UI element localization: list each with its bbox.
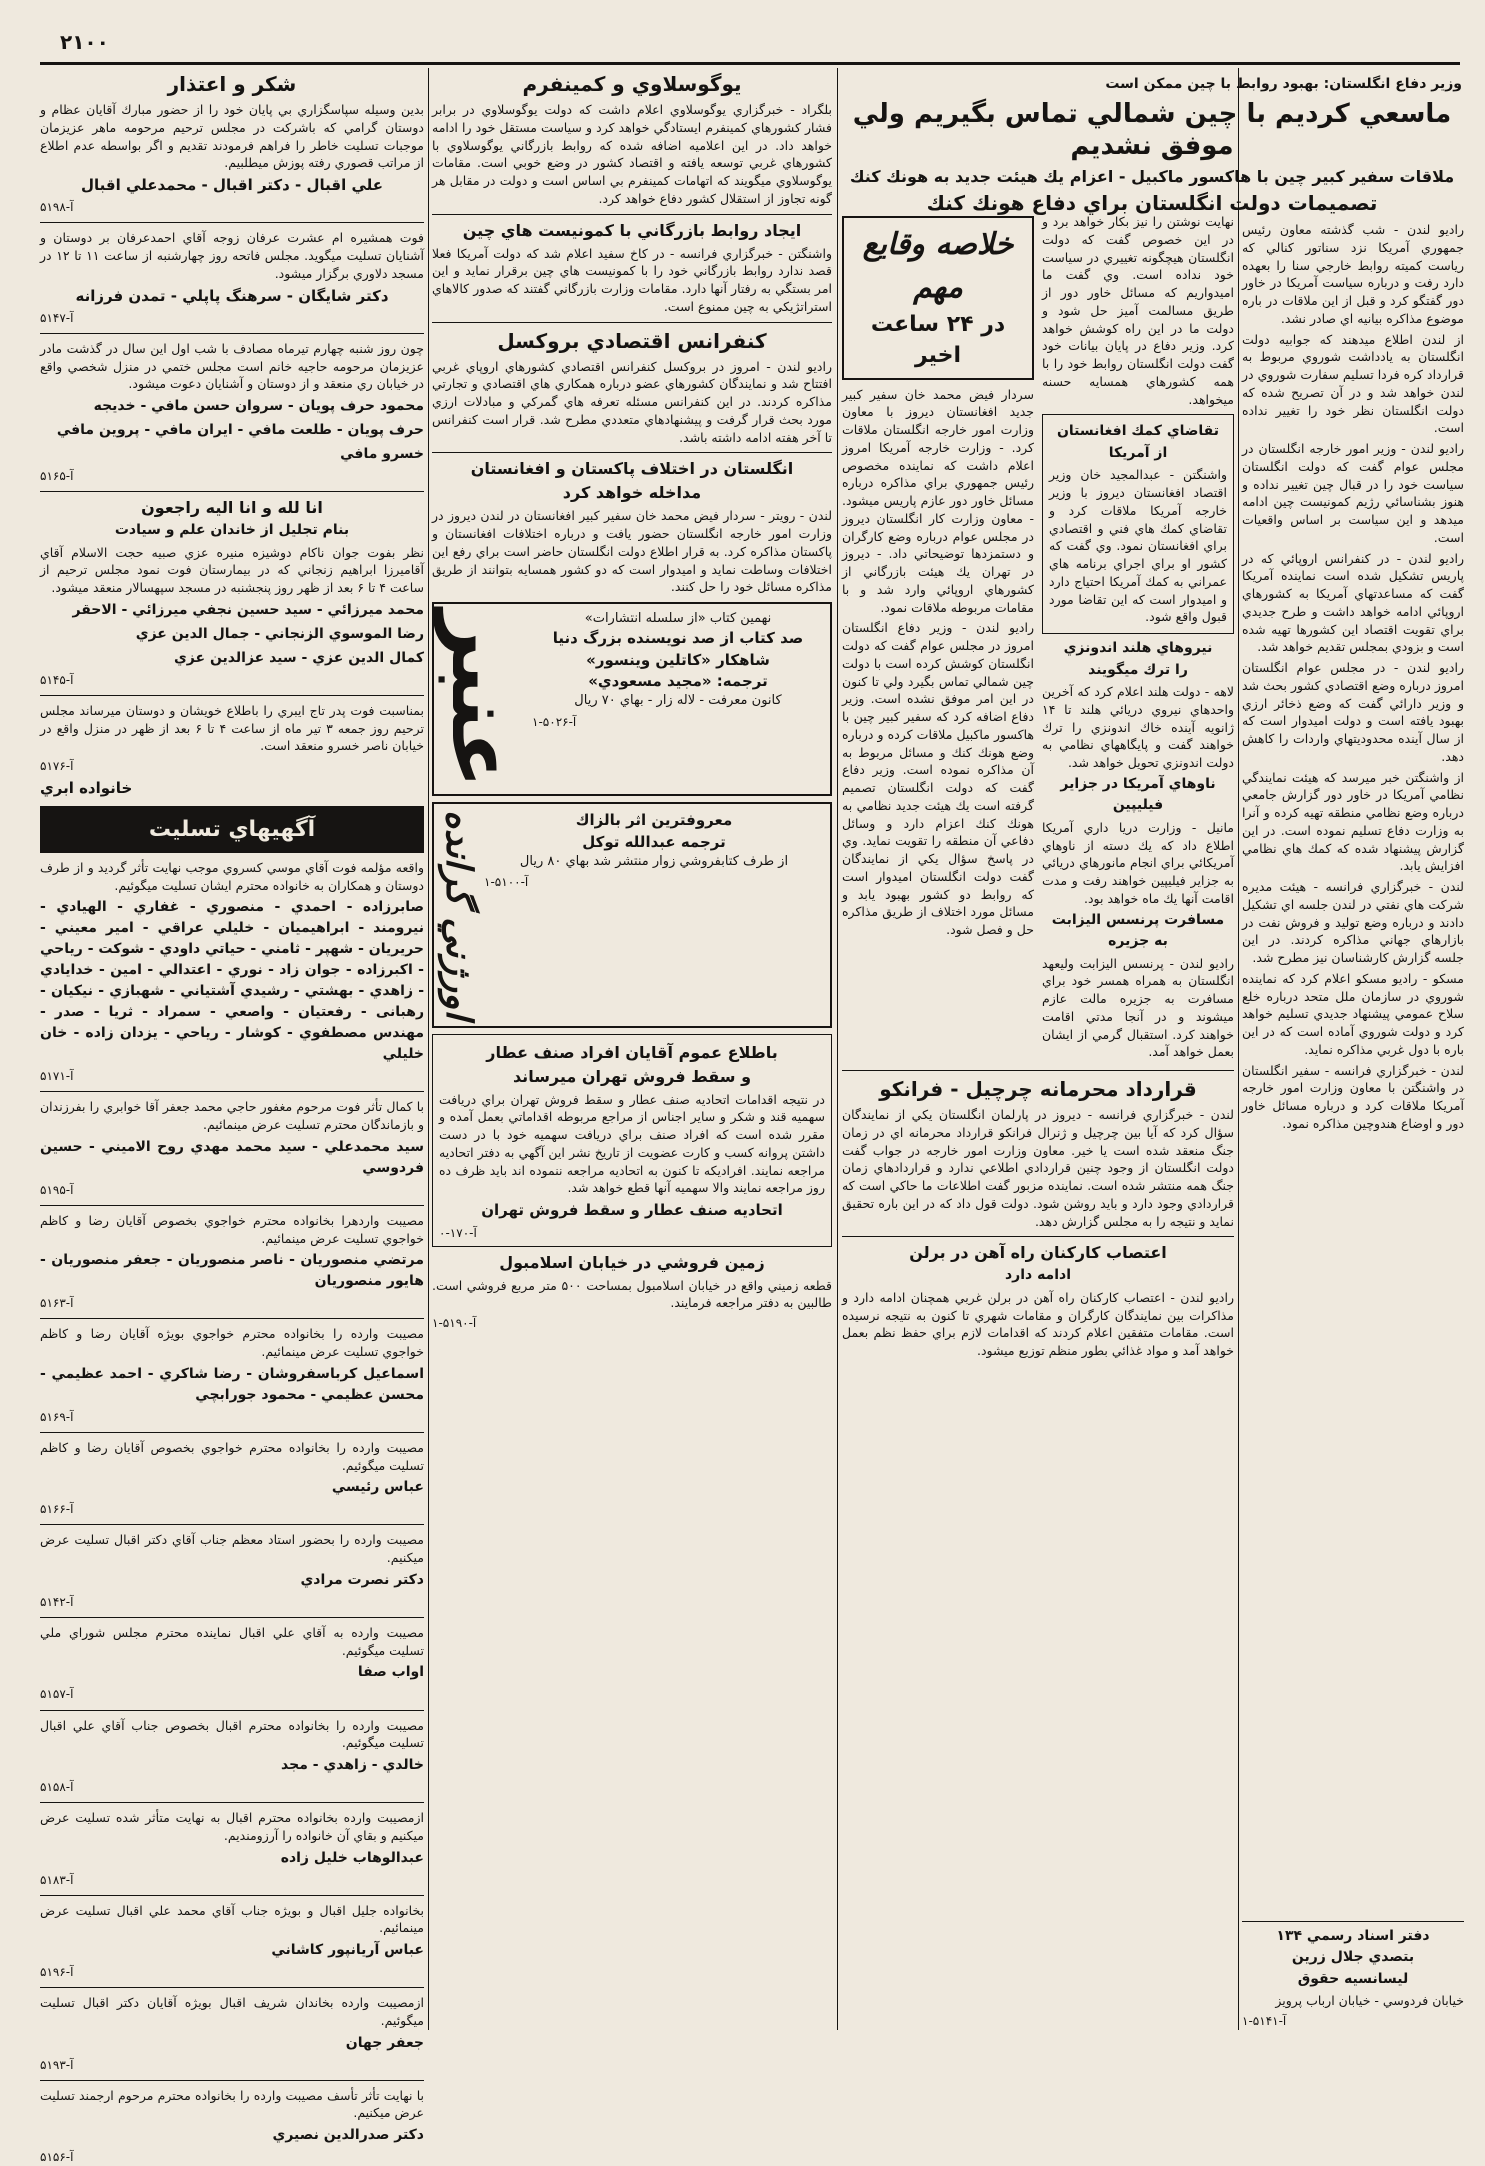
lead-story-header [842, 72, 1462, 220]
news-lead: راديو لندن - شب گذشته معاون رئيس جمهوري آمريكا نزد سناتور كنالي كه رياست كميته روابط خارجي سنا را بعهده دارد رفت و درباره سياست آمريكا در خاور دور گفتگو كرد و قبل از اين ملاقات در باره موضوع مذاكره بيانيه اي صادر نشد. [1242, 222, 1464, 326]
article-title: مسافرت پرنسس اليزابت [1051, 911, 1225, 928]
ad-names: دكتر صدرالدين نصيري [272, 2127, 424, 2144]
column-divider [1238, 68, 1239, 2030]
article-body: بلگراد - خبرگزاري يوگوسلاوي اعلام داشت كه دولت يوگوسلاوي در برابر فشار كشورهاي كمينفرم ايستادگي خواهد كرد و سياست مستقل خود را ادامه خواهد داد. در اين اعلاميه اضافه شده كه روابط بازرگاني يوگوسلاوي با كشورهاي غربي توسعه يافته و اقتصاد كشور در وضع خوبي است. مقامات يوگوسلاوي ميگويند كه اتهامات كمينفرم بي اساس است و دولت در مقابل هر گونه تجاوز از استقلال كشور دفاع خواهد كرد. [432, 102, 832, 206]
ad-code: آ-۵۱۹۰-۱ [432, 1316, 477, 1331]
ad-names: حرف پويان - طلعت مافي - ايران مافي - پروين مافي [56, 422, 424, 439]
article-title: انگلستان در اختلاف پاكستان و افغانستان [470, 459, 794, 479]
article-body: واشنگتن - عبدالمجيد خان وزير اقتصاد افغانستان ديروز با وزير خارجه آمريكا ملاقات كرد و تقاضاي كمك هاي فني و اقتصادي براي افغانستان نمود. وي گفت كه كشور او براي اجراي برنامه هاي عمراني به كمك آمريكا احتياج دارد و اميدوار است كه اين تقاضا مورد قبول واقع شود. [1049, 467, 1227, 625]
ad-names: خسرو مافي [340, 446, 424, 463]
ad-code: آ-۵۱۹۳ [40, 2057, 74, 2072]
ad-code: آ-۵۰۲۶-۱ [532, 714, 577, 729]
ad-text: ازمصيبت وارده بخاندان شريف اقبال بويژه آقايان دكتر اقبال تسليت ميگوئيم. [40, 1995, 424, 2028]
book-ad-amber [432, 602, 832, 796]
ad-text: بمناسبت فوت پدر تاج ايبري را باطلاع خويشان و دوستان ميرساند مجلس ترحيم روز جمعه ۳ تير ماه از ساعت ۴ تا ۶ بعد از ظهر در منزل واقع در خيابان ناصر خسرو منعقد است. [40, 702, 424, 754]
news-item: راديو لندن - وزير امور خارجه انگلستان در مجلس عوام گفت كه دولت انگلستان سياست خود را در قبال چين تغيير نداده و هنوز بشناسائي رژيم كمونيست چين ادامه ميدهد و اين سياست بر اساس واقعيات است. [1242, 441, 1464, 545]
article-body: لندن - رويتر - سردار فيض محمد خان سفير كبير افغانستان در لندن ديروز در وزارت امور خارجه انگلستان حضور يافت و درباره اختلافات افغانستان و پاكستان مذاكره كرد. به قرار اطلاع دولت انگلستان حاضر است براي رفع اين اختلافات وساطت نمايد و اميدوار است كه دو كشور همسايه بتوانند از طريق مذاكره مسائل خود را حل كنند. [432, 508, 832, 595]
article-sub: از آمريكا [1108, 444, 1168, 461]
ad-names: مرتضي منصوريان - ناصر منصوريان - جعفر منصوريان - هايور منصوريان [40, 1252, 424, 1290]
article-title: ناوهاي آمريكا در جزاير [1060, 775, 1216, 792]
summary-sub: در ۲۴ ساعت اخير [870, 312, 1006, 369]
ad-names: صابرزاده - احمدي - منصوري - غفاري - الهيادي - نيرومند - ابراهيميان - خليلي عراقي - امير معيني - حريريان - شهپر - ثامني - حياتي داودي - شوكت - رياحي - اكبرزاده - جوان زاد - نوري - اعتدالي - امين - خدايادي - زاهدي - بهشتي - رشيدي آشتياني - شهبازي - نيكيان - رهبانی - رفعتيان - واصعي - سمراد - ثريا - صدر - مهندس مصطفوي - كوشار - رياحي - يزدان زاده - خان خليلي [40, 899, 424, 1063]
news-item: راديو لندن - در مجلس عوام انگلستان امروز درباره وضع اقتصادي كشور بحث شد و وزير دارائي گفت كه وضع ذخائر ارزي بهبود يافته است و دولت اميدوار است كه از سال آينده محدوديتهاي واردات را كاهش دهد. [1242, 660, 1464, 764]
ad-code: آ-۵۱۴۵ [40, 672, 74, 687]
ad-names: رضا الموسوي الزنجاني - جمال الدين عزي [135, 625, 424, 642]
ad-sign: دكتر شايگان - سرهنگ پاپلي - تمدن فرزانه [75, 286, 389, 305]
article-body: واشنگتن - خبرگزاري فرانسه - در كاخ سفيد اعلام شد كه دولت آمريكا فعلا قصد ندارد روابط بازرگاني خود را با كمونيست هاي چين برقرار نمايد و اين امر بستگي به رفتار آنها دارد. مقامات وزارت بازرگاني گفتند كه صدور كالاهاي استراتژيكي به چين ممنوع است. [432, 245, 832, 314]
article-title: يوگوسلاوي و كمينفرم [522, 72, 742, 96]
ad-code: آ-۵۱۹۶ [40, 1965, 74, 1980]
notary-sub: بتصدي جلال زرين [1291, 1949, 1415, 1966]
article-title: ايجاد روابط بازرگاني با كمونيست هاي چين [462, 220, 802, 240]
news-item: راديو لندن - در كنفرانس اروپائي كه در پاريس تشكيل شده است نماينده آمريكا گفت كه مساعدتهاي آمريكا به كشورهاي اروپائي ادامه خواهد داشت و طرح جديدي براي تقويت اقتصاد اين كشورها تهيه شده است و بزودي بمجلس تقديم خواهد شد. [1242, 550, 1464, 655]
ad-text: با كمال تأثر فوت مرحوم مغفور حاجي محمد جعفر آقا خوابري را بفرزندان و بازماندگان محترم تسليت عرض مينمائيم. [40, 1099, 424, 1133]
ad-text: فوت همشيره ام عشرت عرفان زوجه آقاي احمدعرفان بر دوستان و آشنايان تسليت ميگويد. مجلس فاتحه روز چهارشنبه از ساعت ۱۱ تا ۱۲ در مسجد دلاوري برگزار ميشود. [40, 230, 424, 281]
ad-names: خالدي - زاهدي - مجد [281, 1757, 424, 1773]
ad-text: چون روز شنبه چهارم تيرماه مصادف با شب اول اين سال در گذشت مادر عزيزمان مرحومه حاجيه خانم است مجلس ختمي در منزل شخصي واقع در خيابان ري منعقد و از دوستان و آشنايان دعوت ميشود. [40, 340, 424, 392]
kicker: وزير دفاع انگلستان: بهبود روابط با چين ممكن است [1105, 76, 1462, 92]
ad-title: شكر و اعتذار [167, 72, 297, 96]
column-1 [1242, 68, 1464, 2030]
book-ad-eugenie [432, 802, 832, 1028]
book-line: معروفترين اثر بالزاك [575, 811, 733, 830]
article-sub: ادامه دارد [1004, 1267, 1072, 1284]
article-body: راديو لندن - امروز در بروكسل كنفرانس اقتصادي كشورهاي اروپاي غربي افتتاح شد و نمايندگان كشورهاي عضو درباره همكاري هاي اقتصادي و تجارتي مذاكره كردند. در اين كنفرانس مسئله تعرفه هاي گمركي و مبادلات ارزي مورد بحث قرار گرفت و پيشنهادهاي متعددي مطرح شد. قرار است كنفرانس تا آخر هفته ادامه داشته باشد. [432, 358, 832, 445]
ad-names: عبدالوهاب خليل زاده [280, 1849, 424, 1866]
ad-code: آ-۵۱۴۲ [40, 1594, 74, 1609]
notary-title: دفتر اسناد رسمي ۱۳۴ [1276, 1927, 1430, 1944]
ad-names: كمال الدين عزي - سيد عزالدين عزي [173, 649, 424, 666]
sub-headline: تصميمات دولت انگلستان براي دفاع هونك كنك [926, 190, 1378, 215]
column-divider [837, 68, 838, 2030]
column-divider [428, 68, 429, 2030]
ad-code: آ-۵۱۴۱-۱ [1242, 2013, 1287, 2028]
ad-names: عباس آريانپور كاشاني [271, 1942, 424, 1959]
article-body: لندن - خبرگزاري فرانسه - ديروز در پارلمان انگلستان يكي از نمايندگان سؤال كرد كه آيا بين چرچيل و ژنرال فرانكو قرارداد محرمانه اي در زمان جنگ منعقد شده است يا خير. معاون وزارت امور خارجه در جواب گفت دولت انگلستان از وجود چنين قراردادي اطلاعي ندارد و قراردادهاي زمان جنگ همه منتشر شده است. نماينده مزبور گفت اطلاعات ما حاكي است كه قراردادي وجود دارد و بايد روشن شود. دولت قول داد كه در اين باره تحقيق نمايد و نتيجه را به مجلس گزارش دهد. [842, 1107, 1234, 1229]
article-sub: را ترك ميگويند [1088, 661, 1188, 678]
ad-text: مصيبت وارده را بخانواده محترم خواجوي بويژه آقايان رضا و كاظم خواجوي تسليت عرض مينمائيم. [40, 1326, 424, 1360]
ad-code: آ-۵۱۵۸ [40, 1780, 74, 1794]
sub-headline: ملاقات سفير كبير چين با هاكسور ماكبيل - اعزام يك هيئت جديد به هونك كنك [849, 166, 1455, 186]
article-title: كنفرانس اقتصادي بروكسل [497, 328, 767, 353]
ad-code: آ-۵۱۶۹ [40, 1409, 74, 1424]
column-3 [432, 68, 832, 2030]
article-body: راديو لندن - پرنسس اليزابت وليعهد انگلستان به همراه همسر خود براي مسافرت به جزيره مالت عازم ميشوند و در آنجا مدتي اقامت خواهند كرد. استقبال گرمي از ايشان بعمل خواهد آمد. [1042, 955, 1234, 1060]
ad-sign: علي اقبال - دكتر اقبال - محمدعلي اقبال [81, 176, 383, 194]
book-line: كانون معرفت - لاله زار - بهاي ۷۰ ريال [574, 693, 782, 709]
book-line: نهمين كتاب «از سلسله انتشارات» [584, 611, 772, 626]
ad-text: مصيبت وارده را بخانواده محترم خواجوي بخصوص آقايان رضا و كاظم تسليت ميگوئيم. [40, 1439, 424, 1473]
summary-text: سردار فيض محمد خان سفير كبير جديد افغانستان ديروز با معاون وزارت امور خارجه انگلستان ملاقات كرد. - وزارت خارجه آمريكا امروز اعلام داشت كه نماينده مخصوص رئيس جمهوري براي مذاكره درباره مسائل خاور دور عازم پاريس ميشود. - معاون وزارت كار انگلستان ديروز در مجلس عوام درباره وضع كارگران و دستمزدها توضيحاتي داد. - ديروز در تهران يك هيئت بازرگاني از كشورهاي اروپائي وارد شد و با مقامات مربوطه ملاقات نمود. [842, 386, 1034, 615]
ad-title: انا لله و انا اليه راجعون [141, 498, 323, 518]
ad-code: آ-۵۱۰۰-۱ [484, 875, 529, 890]
ad-text: مصيبت وارده را بخانواده محترم اقبال بخصوص جناب آقاي علي اقبال تسليت ميگوئيم. [40, 1717, 424, 1751]
ad-code: آ-۵۱۷۱ [40, 1069, 74, 1084]
book-line: ترجمه عبدالله توكل [582, 832, 726, 851]
ad-sub: بنام تجليل از خاندان علم و سيادت [114, 522, 350, 539]
book-line: صد كتاب از صد نويسنده بزرگ دنيا [552, 629, 804, 648]
ad-text: بخانواده جليل اقبال و بويژه جناب آقاي محمد علي اقبال تسليت عرض مينمائيم. [40, 1902, 424, 1936]
ad-code: آ-۵۱۵۷ [40, 1687, 74, 1702]
ad-code: آ-۵۱۶۶ [40, 1502, 74, 1517]
book-title-eugenie: اورژني گرانده [438, 810, 479, 1020]
article-body: لاهه - دولت هلند اعلام كرد كه آخرين واحدهاي نيروي دريائي هلند تا ۱۴ ژانويه آينده خاك اندونزي را ترك خواهند گفت و پايگاههاي نظامي به دولت اندونزي تحويل خواهد شد. [1042, 684, 1234, 770]
book-line: ترجمه: «مجيد مسعودي» [588, 672, 768, 691]
article-body: راديو لندن - اعتصاب كاركنان راه آهن در برلن غربي همچنان ادامه دارد و مذاكرات بين نمايندگان كارگران و مقامات شهري تا كنون به نتيجه نرسيده است. مقامات متفقين اعلام كردند كه اقدامات لازم براي حفظ نظم بعمل خواهد آمد و مواد غذائي بطور منظم توزيع ميشود. [842, 1289, 1234, 1358]
column-4 [40, 68, 424, 2165]
article-box [1042, 414, 1234, 634]
notice-title: و سقط فروش تهران ميرساند [512, 1066, 752, 1086]
article-title: تقاضاي كمك افغانستان [1056, 423, 1220, 440]
notary-address: خيابان فردوسي - خيابان ارباب پرويز [1275, 1993, 1464, 2009]
ad-text: واقعه مؤلمه فوت آقاي موسي كسروي موجب نهايت تأثر گرديد و از طرف دوستان و همكاران به خانواده محترم ايشان تسليت ميگوئيم. [40, 859, 424, 893]
ad-text: مصيبت وارده را بحضور استاد معظم جناب آقاي دكتر اقبال تسليت عرض ميكنيم. [40, 1532, 424, 1566]
ad-names: اواب صفا [357, 1664, 424, 1681]
ad-code: آ-۱۷۰-۰ [439, 1225, 477, 1240]
ad-names: محمود حرف پويان - سروان حسن مافي - خديجه [93, 398, 424, 415]
ad-code: آ-۵۱۹۸ [40, 200, 74, 215]
ad-code: آ-۵۱۵۶ [40, 2150, 74, 2165]
ad-code: آ-۵۱۷۶ [40, 759, 74, 774]
ad-text: مصيبت وارده به آقاي علي اقبال نماينده محترم مجلس شوراي ملي تسليت ميگوئيم. [40, 1624, 424, 1658]
book-title-amber: عنبر [433, 610, 531, 789]
news-item: مسكو - راديو مسكو اعلام كرد كه نماينده شوروي در سازمان ملل متحد درباره خلع سلاح عمومي پيشنهاد جديدي تسليم خواهد كرد و دولت شوروي آماده است كه در اين باره با دول غربي مذاكره نمايد. [1242, 970, 1464, 1057]
article-title: اعتصاب كاركنان راه آهن در برلن [909, 1243, 1167, 1263]
article-body: راديو لندن - وزير دفاع انگلستان امروز در مجلس عوام گفت كه دولت انگلستان كوشش كرده است با دولت چين شمالي تماس بگيرد ولي تا كنون در اين امر موفق نشده است. وزير دفاع اضافه كرد كه سفير كبير چين با هاكسور ماكبيل ملاقات كرده و درباره وضع هونك كنك و مسائل مربوط به آن مذاكره نموده است. وزير دفاع گفت كه دولت انگلستان تصميم گرفته است يك هيئت جديد نظامي به هونك كنك اعزام دارد و وسائل دفاعي آن منطقه را تقويت نمايد. وي در پاسخ سؤال يكي از نمايندگان گفت دولت انگلستان اميدوار است كه روابط دو كشور بهبود يابد و مسائل مورد اختلاف از طريق مذاكره حل و فصل شود. [842, 620, 1034, 938]
news-item: لندن - خبرگزاري فرانسه - هيئت مديره شركت هاي نفتي در لندن جلسه اي تشكيل دادند و درباره وضع توليد و فروش نفت در بازارهاي جهاني مذاكره كردند. در اين جلسه گزارش كارشناسان نيز مطرح شد. [1242, 879, 1464, 965]
condolence-banner: آگهيهاي تسليت [40, 806, 424, 853]
page-number: ۲۱۰۰ [60, 30, 109, 54]
article-sub: فيليپين [1112, 797, 1164, 814]
article-sub: مداخله خواهد كرد [562, 483, 702, 503]
ad-code: آ-۵۱۴۷ [40, 310, 74, 325]
land-text: قطعه زميني واقع در خيابان اسلامبول بمساحت ۵۰۰ متر مربع فروشي است. طالبين به دفتر مراجعه فرمايند. [432, 1277, 832, 1311]
article-body: مانيل - وزارت دريا داري آمريكا اطلاع داد كه يك دسته از ناوهاي آمريكائي براي انجام مانورهاي دريائي به جزاير فيليپين خواهند رفت و مدت اقامت آنها يك ماه خواهد بود. [1042, 819, 1234, 906]
ad-names: دكتر نصرت مرادي [300, 1571, 424, 1588]
ad-code: آ-۵۱۹۵ [40, 1182, 74, 1197]
ad-names: محمد ميرزائي - سيد حسين نجفي ميرزائي - الاحقر [72, 601, 424, 618]
notice-sign: اتحاديه صنف عطار و سقط فروش تهران [481, 1201, 783, 1220]
news-item: از لندن اطلاع ميدهند كه جوابيه دولت انگلستان به يادداشت شوروي مربوط به قرارداد كره فردا تسليم سفارت شوروي در لندن خواهد شد و در آن تصريح شده كه دولت انگلستان نظر خود را تغيير نداده است. [1242, 331, 1464, 436]
ad-text: بدين وسيله سپاسگزاري بي پايان خود را از حضور مبارك آقايان عظام و دوستان گرامي كه باشركت در مجلس ترحيم مرحومه ماهر عزيزمان موجبات تسليت خاطر را فراهم فرمودند تقديم و اگر بواسطه عدم اطلاع از مراتب قصوري رفته پوزش ميطلبيم. [40, 102, 424, 171]
ad-code: آ-۵۱۶۵ [40, 469, 74, 484]
article-title: نيروهاي هلند اندونزي [1063, 640, 1213, 656]
summary-title: خلاصه وقايع مهم [862, 227, 1014, 305]
ad-text: نظر بفوت جوان ناكام دوشيزه منيره عزي صبيه حجت الاسلام آقاي آقاميرزا ابراهيم زنجاني كه در بيمارستان فوت نمود مجلس ترحيم از ساعت ۴ تا ۶ بعد از ظهر روز پنجشنبه در مسجد سپهسالار منعقد ميشود. [40, 544, 424, 596]
news-item: از واشنگتن خبر ميرسد كه هيئت نمايندگي نظامي آمريكا در خاور دور گزارش جامعي درباره وضع نظامي منطقه تهيه كرده و آنرا به وزارت دفاع تسليم نموده است. در اين گزارش پيشنهاد شده كه كمك هاي نظامي افزايش يابد. [1242, 769, 1464, 874]
news-item: لندن - خبرگزاري فرانسه - سفير انگلستان در واشنگتن با معاون وزارت امور خارجه آمريكا ملاقات كرد و درباره مسائل خاور دور و اوضاع هندوچين مذاكره نمود. [1242, 1062, 1464, 1131]
ad-names: اسماعيل كرباسفروشان - رضا شاكري - احمد عظيمي - محسن عظيمي - محمود جورابچي [40, 1365, 424, 1403]
book-line: از طرف كتابفروشي زوار منتشر شد بهاي ۸۰ ريال [519, 853, 789, 869]
notary-degree: ليسانسيه حقوق [1297, 1970, 1409, 1987]
column-2 [842, 210, 1234, 2030]
guild-notice [432, 1034, 832, 1247]
article-sub: به جزيره [1108, 933, 1168, 949]
notice-text: در نتيجه اقدامات اتحاديه صنف عطار و سقط فروش تهران براي دريافت سهميه قند و شكر و ساير اجناس از مراجع مربوطه اقداماتي بعمل آمده و مقرر شده است كه افراد صنف براي دريافت سهميه خود با در دست داشتن پروانه كسب و كارت عضويت از تاريخ نشر اين آگهي به دفتر اتحاديه مراجعه نمايند. افراديكه تا كنون به اتحاديه مراجعه ننموده اند بايد ظرف ده روز مراجعه نمايند والا سهميه آنها قطع خواهد شد. [439, 1091, 825, 1196]
ad-names: عباس رئيسي [331, 1479, 424, 1496]
ad-sign: خانواده ابري [40, 779, 133, 798]
summary-box [842, 216, 1034, 380]
ad-text: مصيبت واردهرا بخانواده محترم خواجوي بخصوص آقايان رضا و كاظم خواجوي تسليت عرض مينمائيم. [40, 1212, 424, 1246]
ad-code: آ-۵۱۶۳ [40, 1296, 74, 1311]
book-line: شاهكار «كاتلين وينسور» [586, 650, 770, 669]
article-body: نهايت نوشتن را نيز بكار خواهد برد و در اين خصوص گفت كه دولت انگلستان هيچگونه تغييري در سياست خود نداده است. وي گفت ما اميدواريم كه مسائل خاور دور از طريق مسالمت آميز حل شود و دولت ما در اين راه كوشش خواهد كرد. وزير دفاع در پايان بيانات خود گفت دولت انگلستان روابط خود را با همه كشورهاي همسايه حسنه ميخواهد. [1042, 214, 1234, 407]
ad-names: جعفر جهان [345, 2034, 424, 2051]
top-rule [40, 62, 1460, 65]
ad-text: ازمصيبت وارده بخانواده محترم اقبال به نهايت متأثر شده تسليت عرض ميكنيم و بقاي آن خانواده را آرزومنديم. [40, 1810, 424, 1843]
notary-ad [1242, 1915, 1464, 2030]
main-headline: ماسعي كرديم با چين شمالي تماس بگيريم ولي موفق نشديم [852, 98, 1452, 161]
ad-text: با نهايت تأثر تأسف مصيبت وارده را بخانواده محترم مرحوم ارجمند تسليت عرض ميكنيم. [40, 2087, 424, 2121]
land-title: زمين فروشي در خيابان اسلامبول [499, 1252, 765, 1272]
ad-code: آ-۵۱۸۳ [40, 1872, 74, 1887]
notice-title: باطلاع عموم آقايان افراد صنف عطار [486, 1042, 778, 1062]
article-title: قرارداد محرمانه چرچيل - فرانكو [879, 1077, 1197, 1101]
ad-names: سيد محمدعلي - سيد محمد مهدي روح الاميني - حسين فردوسي [40, 1138, 424, 1176]
